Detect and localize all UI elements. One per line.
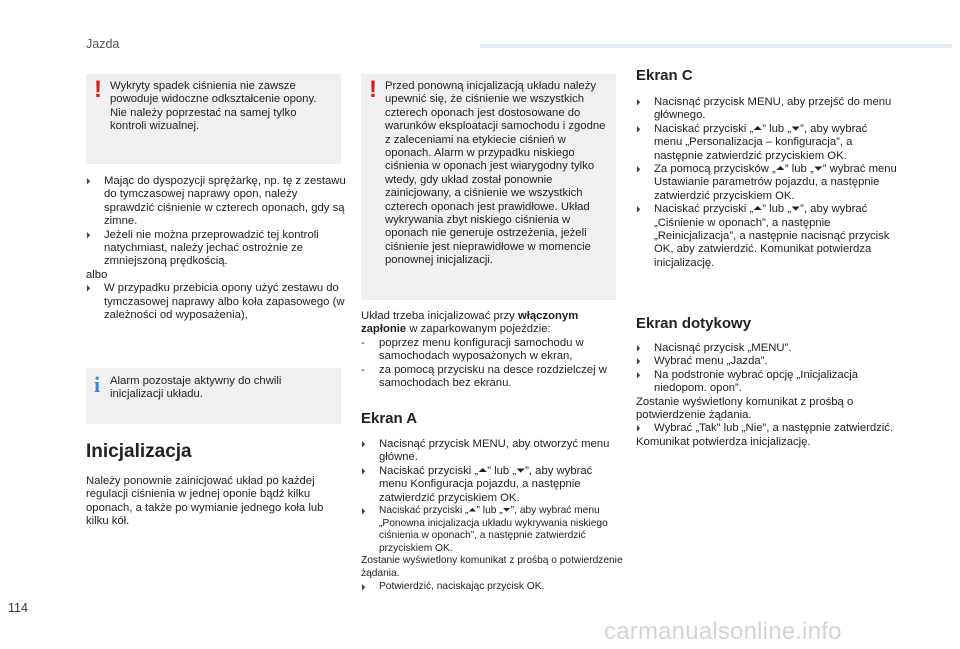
column-1-list (86, 175, 346, 322)
list-item: ⏵ Wybrać „Tak” lub „Nie”, a następnie zatwierdzić. (636, 422, 894, 435)
info-box (86, 368, 341, 424)
ekran-dotykowy-list (636, 342, 898, 449)
warning-icon: ! (369, 76, 377, 103)
result-text: Komunikat potwierdza inicjalizację. (636, 435, 811, 448)
header-bar (480, 44, 952, 48)
info-text: Alarm pozostaje aktywny do chwili inicjalizacji układu. (110, 375, 282, 401)
list-item: ⏵ Naciskać przyciski „⏶” lub „⏷”, aby wybrać menu Konfiguracja pojazdu, a następnie zatwierdzić przyciskiem OK. (361, 464, 593, 504)
list-item: ⏵ Jeżeli nie można przeprowadzić tej kontroli natychmiast, należy jechać ostrożnie ze zmniejszoną prędkością. (86, 228, 319, 268)
bullet-icon: ⏵ (361, 506, 366, 517)
bullet-icon: ⏵ (86, 229, 91, 240)
watermark: carmanualsonline.info (604, 618, 842, 645)
heading-inicjalizacja: Inicjalizacja (86, 441, 192, 462)
bullet-icon: ⏵ (636, 123, 641, 134)
warning-box-2 (361, 74, 616, 300)
list-item: ⏵ Mając do dyspozycji sprężarkę, np. tę z zestawu do tymczasowej naprawy opon, należy sprawdzić ciśnienie w czterech oponach, gdy są zimne. (86, 175, 346, 228)
warning-box (86, 74, 341, 164)
section-title: Jazda (86, 37, 120, 51)
bullet-icon: ⏵ (636, 423, 641, 434)
list-item: ⏵ Nacisnąć przycisk MENU, aby otworzyć menu główne. (361, 438, 610, 464)
bullet-icon: ⏵ (361, 465, 366, 476)
heading-ekran-a: Ekran A (361, 410, 418, 427)
bullet-icon: ⏵ (86, 283, 91, 294)
warning-icon: ! (94, 76, 102, 103)
page-number: 114 (8, 601, 28, 615)
list-item: ⏵ Naciskać przyciski „⏶” lub „⏷”, aby wybrać menu „Ponowna inicjalizacja układu wykrywania niskiego ciśnienia w oponach”, a następnie zatwierdzić przyciskiem OK. (361, 505, 608, 554)
dash-item: - za pomocą przycisku na desce rozdzielczej w samochodach bez ekranu. (361, 363, 607, 390)
list-item: ⏵ Potwierdzić, naciskając przycisk OK. (361, 580, 545, 592)
dash-item: - poprzez menu konfiguracji samochodu w samochodach wyposażonych w ekran, (361, 336, 584, 363)
heading-ekran-c: Ekran C (636, 67, 693, 84)
intro-text: Układ trzeba inicjalizować przy włączonym zapłonie w zaparkowanym pojeździe: (361, 310, 579, 336)
bullet-icon: ⏵ (636, 164, 641, 175)
warning-text: Wykryty spadek ciśnienia nie zawsze powoduje widoczne odkształcenie opony. Nie należy poprzestać na samej tylko kontroli wizualnej. (110, 80, 317, 133)
info-icon: i (94, 372, 101, 397)
warning-text-2: Przed ponowną inicjalizacją układu należy upewnić się, że ciśnienie we wszystkich czterech oponach jest dostosowane do warunków eksploatacji samochodu i zgodne z zaleceniami na etykiecie ciśnień w oponach. Alarm w przypadku niskiego ciśnienia w oponach jest wiarygodny tylko wtedy, gdy układ został ponownie zainicjowany, a ciśnienie we wszystkich czterech oponach jest prawidłowe. Układ wykrywania zbyt niskiego ciśnienia w oponach nie generuje ostrzeżenia, jeżeli ciśnienie jest nieprawidłowe w momencie ponownej inicjalizacji. (385, 80, 606, 267)
list-item: ⏵ Wybrać menu „Jazda”. (636, 355, 768, 368)
bullet-icon: ⏵ (636, 356, 641, 367)
bullet-icon: ⏵ (636, 343, 641, 353)
list-item: ⏵ Na podstronie wybrać opcję „Inicjalizacja niedopom. opon”. (636, 368, 859, 395)
ekran-c-list (636, 96, 898, 270)
list-item: ⏵ Za pomocą przycisków „⏶” lub „⏷” wybrać menu Ustawianie parametrów pojazdu, a następnie zatwierdzić przyciskiem OK. (636, 163, 897, 202)
bullet-icon: ⏵ (361, 581, 366, 592)
list-item: ⏵ Naciskać przyciski „⏶” lub „⏷”, aby wybrać „Ciśnienie w oponach”, a następnie „Reinicjalizacja”, a następnie nacisnąć przycisk OK, aby zatwierdzić. Komunikat potwierdza inicjalizację. (636, 203, 890, 269)
list-item: ⏵ Nacisnąć przycisk „MENU”. (636, 342, 792, 354)
confirm-text: Zostanie wyświetlony komunikat z prośbą o potwierdzenie żądania. (361, 555, 623, 579)
list-item: ⏵ Naciskać przyciski „⏶” lub „⏷”, aby wybrać menu „Personalizacja – konfiguracja”, a następnie zatwierdzić przyciskiem OK. (636, 122, 868, 162)
confirm-text: Zostanie wyświetlony komunikat z prośbą o potwierdzenie żądania. (636, 395, 854, 422)
list-item: ⏵ Nacisnąć przycisk MENU, aby przejść do menu głównego. (636, 96, 892, 122)
bullet-icon: ⏵ (636, 204, 641, 215)
bullet-icon: ⏵ (86, 176, 91, 186)
column-2-intro (361, 310, 623, 390)
inicjalizacja-paragraph: Należy ponownie zainicjować układ po każdej regulacji ciśnienia w jednej oponie bądź kilku oponach, a także po wymianie jednego koła lub kilku kół. (86, 475, 324, 528)
albo-text: albo (86, 268, 108, 281)
list-item: ⏵ W przypadku przebicia opony użyć zestawu do tymczasowej naprawy albo koła zapasowego (w zależności od wyposażenia), (86, 282, 345, 322)
bullet-icon: ⏵ (636, 97, 641, 107)
bullet-icon: ⏵ (361, 439, 366, 449)
bullet-icon: ⏵ (636, 369, 641, 380)
ekran-a-list (361, 438, 623, 593)
heading-ekran-dotykowy: Ekran dotykowy (636, 315, 752, 332)
